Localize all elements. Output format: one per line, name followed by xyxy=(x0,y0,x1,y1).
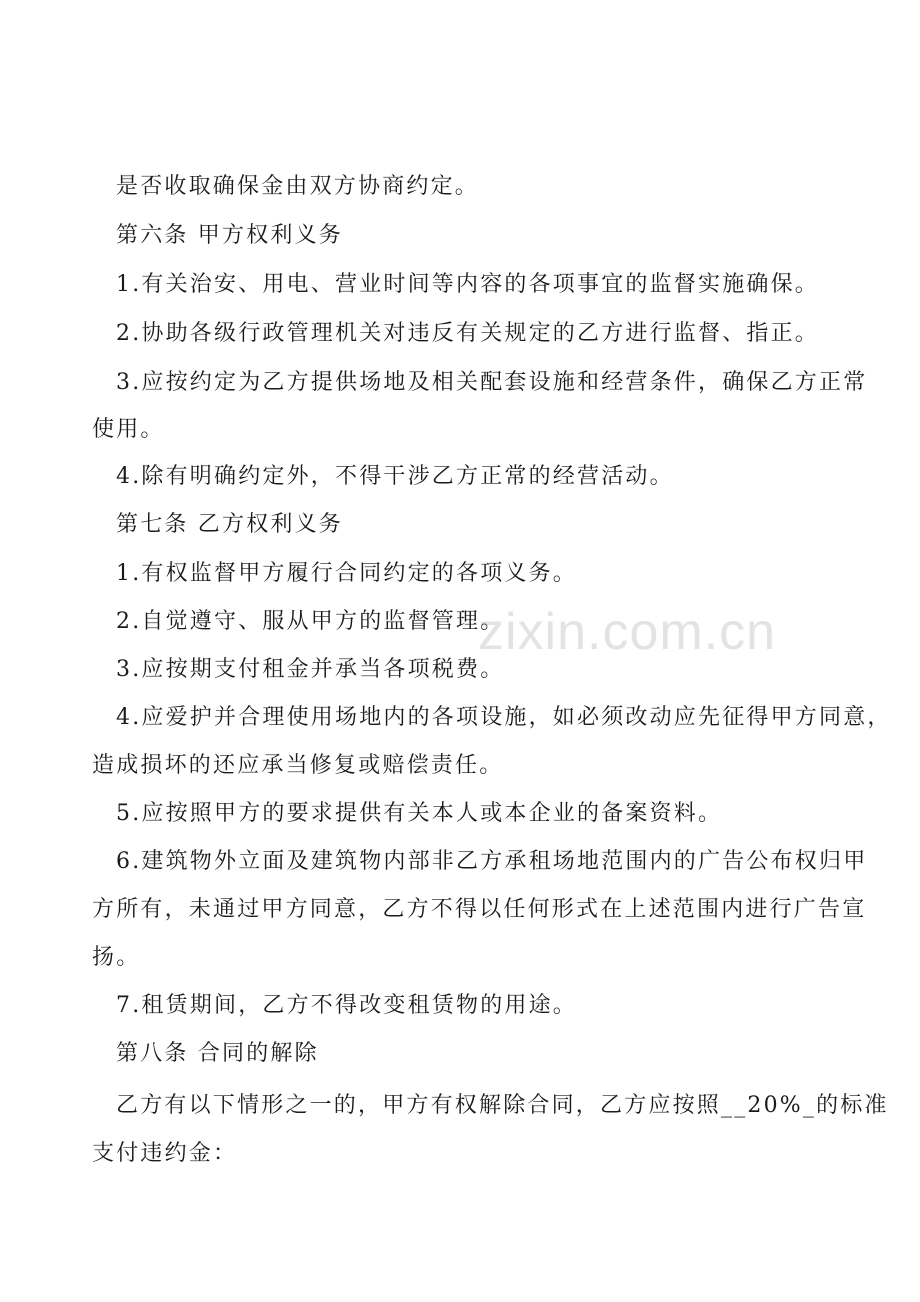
paragraph-termination-cont: 支付违约金： xyxy=(92,1141,238,1166)
list-item-a7-6: 6.建筑物外立面及建筑物内部非乙方承租场地范围内的广告公布权归甲 xyxy=(116,849,868,874)
list-item-a7-3: 3.应按期支付租金并承当各项税费。 xyxy=(116,657,505,682)
list-item-a7-4-cont: 造成损坏的还应承当修复或赔偿责任。 xyxy=(92,753,504,778)
list-item-a6-3: 3.应按约定为乙方提供场地及相关配套设施和经营条件，确保乙方正常 xyxy=(116,370,868,395)
list-item-a7-5: 5.应按照甲方的要求提供有关本人或本企业的备案资料。 xyxy=(116,801,723,826)
paragraph-termination: 乙方有以下情形之一的，甲方有权解除合同，乙方应按照__20%_的标准 xyxy=(116,1093,889,1118)
list-item-a6-1: 1.有关治安、用电、营业时间等内容的各项事宜的监督实施确保。 xyxy=(116,272,819,297)
list-item-a7-2: 2.自觉遵守、服从甲方的监督管理。 xyxy=(116,609,505,634)
heading-article-7: 第七条 乙方权利义务 xyxy=(116,512,343,537)
list-item-a7-1: 1.有权监督甲方履行合同约定的各项义务。 xyxy=(116,561,577,586)
heading-article-8: 第八条 合同的解除 xyxy=(116,1041,319,1066)
list-item-a7-6-cont-2: 扬。 xyxy=(92,945,141,970)
heading-article-6: 第六条 甲方权利义务 xyxy=(116,223,343,248)
list-item-a6-4: 4.除有明确约定外，不得干涉乙方正常的经营活动。 xyxy=(116,464,674,489)
paragraph-deposit-agreement: 是否收取确保金由双方协商约定。 xyxy=(116,174,480,199)
list-item-a6-2: 2.协助各级行政管理机关对违反有关规定的乙方进行监督、指正。 xyxy=(116,321,819,346)
list-item-a7-6-cont-1: 方所有，未通过甲方同意，乙方不得以任何形式在上述范围内进行广告宣 xyxy=(92,897,867,922)
watermark: zixin.com.cn xyxy=(478,603,777,661)
list-item-a7-7: 7.租赁期间，乙方不得改变租赁物的用途。 xyxy=(116,993,577,1018)
list-item-a7-4: 4.应爱护并合理使用场地内的各项设施，如必须改动应先征得甲方同意， xyxy=(116,705,892,730)
list-item-a6-3-cont: 使用。 xyxy=(92,417,165,442)
